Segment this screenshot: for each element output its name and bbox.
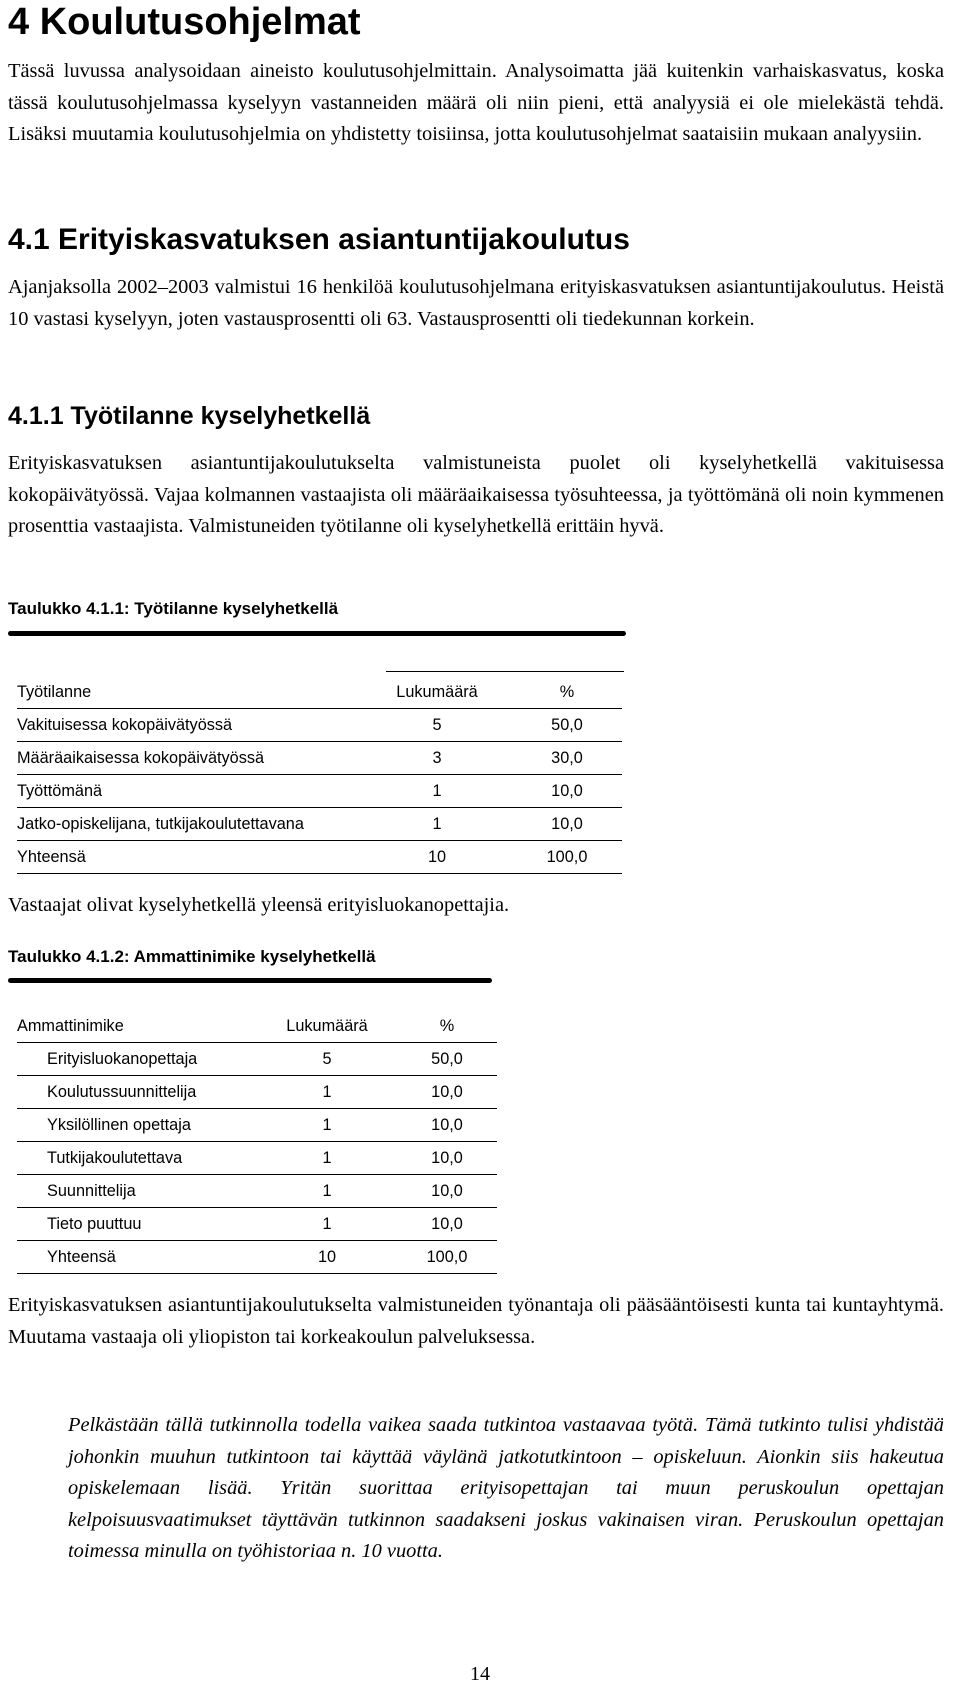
table1-top-rule <box>8 631 626 636</box>
between-paragraph: Vastaajat olivat kyselyhetkellä yleensä erityisluokanopettajia. <box>8 894 510 916</box>
table-cell: 1 <box>362 775 512 808</box>
table2-top-rule <box>8 978 492 983</box>
table-cell: 10,0 <box>397 1109 497 1142</box>
table-row <box>17 742 622 775</box>
table2-header-row <box>17 1010 497 1043</box>
table-cell: 10,0 <box>397 1175 497 1208</box>
table1 <box>17 676 622 874</box>
table-cell: Erityisluokanopettaja <box>17 1043 257 1076</box>
table-cell: Jatko-opiskelijana, tutkijakoulutettavana <box>17 808 362 841</box>
table-row <box>17 775 622 808</box>
employment-paragraph: Erityiskasvatuksen asiantuntijakoulutukselta valmistuneista puolet oli kyselyhetkellä vakituisessa kokopäivätyössä. Vajaa kolmannen vastaajista oli määräaikaisessa työsuhteessa, ja työttömänä oli noin kymmenen prosenttia vastaajista. Valmistuneiden työtilanne oli kyselyhetkellä erittäin hyvä. <box>8 452 944 537</box>
table1-header-cell: % <box>512 676 622 709</box>
table-cell: Tutkijakoulutettava <box>17 1142 257 1175</box>
table-cell: 1 <box>362 808 512 841</box>
table-cell: Määräaikaisessa kokopäivätyössä <box>17 742 362 775</box>
table-cell: 1 <box>257 1076 397 1109</box>
table-cell: Yhteensä <box>17 841 362 874</box>
table-cell: 50,0 <box>512 709 622 742</box>
table-cell: 3 <box>362 742 512 775</box>
table-row <box>17 1142 497 1175</box>
table-cell: Yksilöllinen opettaja <box>17 1109 257 1142</box>
table1-header-cell: Lukumäärä <box>362 676 512 709</box>
table-row <box>17 1043 497 1076</box>
table1-header-row <box>17 676 622 709</box>
table-row <box>17 1109 497 1142</box>
table-row <box>17 709 622 742</box>
table-cell: Työttömänä <box>17 775 362 808</box>
table-cell: Suunnittelija <box>17 1175 257 1208</box>
table-cell: 5 <box>362 709 512 742</box>
table-cell: 1 <box>257 1109 397 1142</box>
table-cell: 10,0 <box>397 1208 497 1241</box>
respondent-quote: Pelkästään tällä tutkinnolla todella vaikea saada tutkintoa vastaavaa työtä. Tämä tutkinto tulisi yhdistää johonkin muuhun tutkintoon tai käyttää väylänä jatkotutkintoon – opiskeluun. Aionkin siis hakeutua opiskelemaan lisää. Yritän suorittaa erityisopettajan tai muun peruskoulun opettajan kelpoisuusvaatimukset täyttävän tutkinnon saadakseni joskus vakinaisen viran. Peruskoulun opettajan toimessa minulla on työhistoriaa n. 10 vuotta. <box>68 1414 944 1562</box>
table1-caption: Taulukko 4.1.1: Työtilanne kyselyhetkellä <box>8 599 339 618</box>
intro-paragraph: Tässä luvussa analysoidaan aineisto koulutusohjelmittain. Analysoimatta jää kuitenkin varhaiskasvatus, koska tässä koulutusohjelmassa kyselyyn vastanneiden määrä oli niin pieni, että analyysiä ei ole mielekästä tehdä. Lisäksi muutamia koulutusohjelmia on yhdistetty toisiinsa, jotta koulutusohjelmat saataisiin mukaan analyysiin. <box>8 60 944 145</box>
table-cell: Yhteensä <box>17 1241 257 1274</box>
table-total-row <box>17 1241 497 1274</box>
table-cell: 10,0 <box>397 1142 497 1175</box>
table-cell: 10 <box>257 1241 397 1274</box>
table-cell: 100,0 <box>397 1241 497 1274</box>
table-cell: Vakituisessa kokopäivätyössä <box>17 709 362 742</box>
table2-header-cell: Lukumäärä <box>257 1010 397 1043</box>
table-cell: 1 <box>257 1142 397 1175</box>
table-cell: Tieto puuttuu <box>17 1208 257 1241</box>
table-total-row <box>17 841 622 874</box>
page-number: 14 <box>470 1663 490 1685</box>
table-cell: Koulutussuunnittelija <box>17 1076 257 1109</box>
table-row <box>17 1208 497 1241</box>
table1-header-rule <box>386 671 624 672</box>
table2 <box>17 1010 497 1274</box>
table-cell: 10 <box>362 841 512 874</box>
subsubsection-heading: 4.1.1 Työtilanne kyselyhetkellä <box>8 402 371 430</box>
employer-paragraph: Erityiskasvatuksen asiantuntijakoulutukselta valmistuneiden työnantaja oli pääsääntöisesti kunta tai kuntayhtymä. Muutama vastaaja oli yliopiston tai korkeakoulun palveluksessa. <box>8 1294 944 1348</box>
subsection-paragraph: Ajanjaksolla 2002–2003 valmistui 16 henkilöä koulutusohjelmana erityiskasvatuksen asiantuntijakoulutus. Heistä 10 vastasi kyselyyn, joten vastausprosentti oli 63. Vastausprosentti oli tiedekunnan korkein. <box>8 276 944 330</box>
table-cell: 10,0 <box>512 775 622 808</box>
subsection-heading: 4.1 Erityiskasvatuksen asiantuntijakoulutus <box>8 223 630 256</box>
table2-header-cell: % <box>397 1010 497 1043</box>
table-cell: 50,0 <box>397 1043 497 1076</box>
table-cell: 10,0 <box>512 808 622 841</box>
table-row <box>17 1076 497 1109</box>
table-row <box>17 1175 497 1208</box>
section-heading: 4 Koulutusohjelmat <box>8 1 361 43</box>
table-cell: 10,0 <box>397 1076 497 1109</box>
table-cell: 1 <box>257 1208 397 1241</box>
table-cell: 100,0 <box>512 841 622 874</box>
table-cell: 1 <box>257 1175 397 1208</box>
table-row <box>17 808 622 841</box>
table-cell: 5 <box>257 1043 397 1076</box>
table1-header-cell: Työtilanne <box>17 676 362 709</box>
table2-header-cell: Ammattinimike <box>17 1010 257 1043</box>
table2-caption: Taulukko 4.1.2: Ammattinimike kyselyhetkellä <box>8 947 376 966</box>
table-cell: 30,0 <box>512 742 622 775</box>
